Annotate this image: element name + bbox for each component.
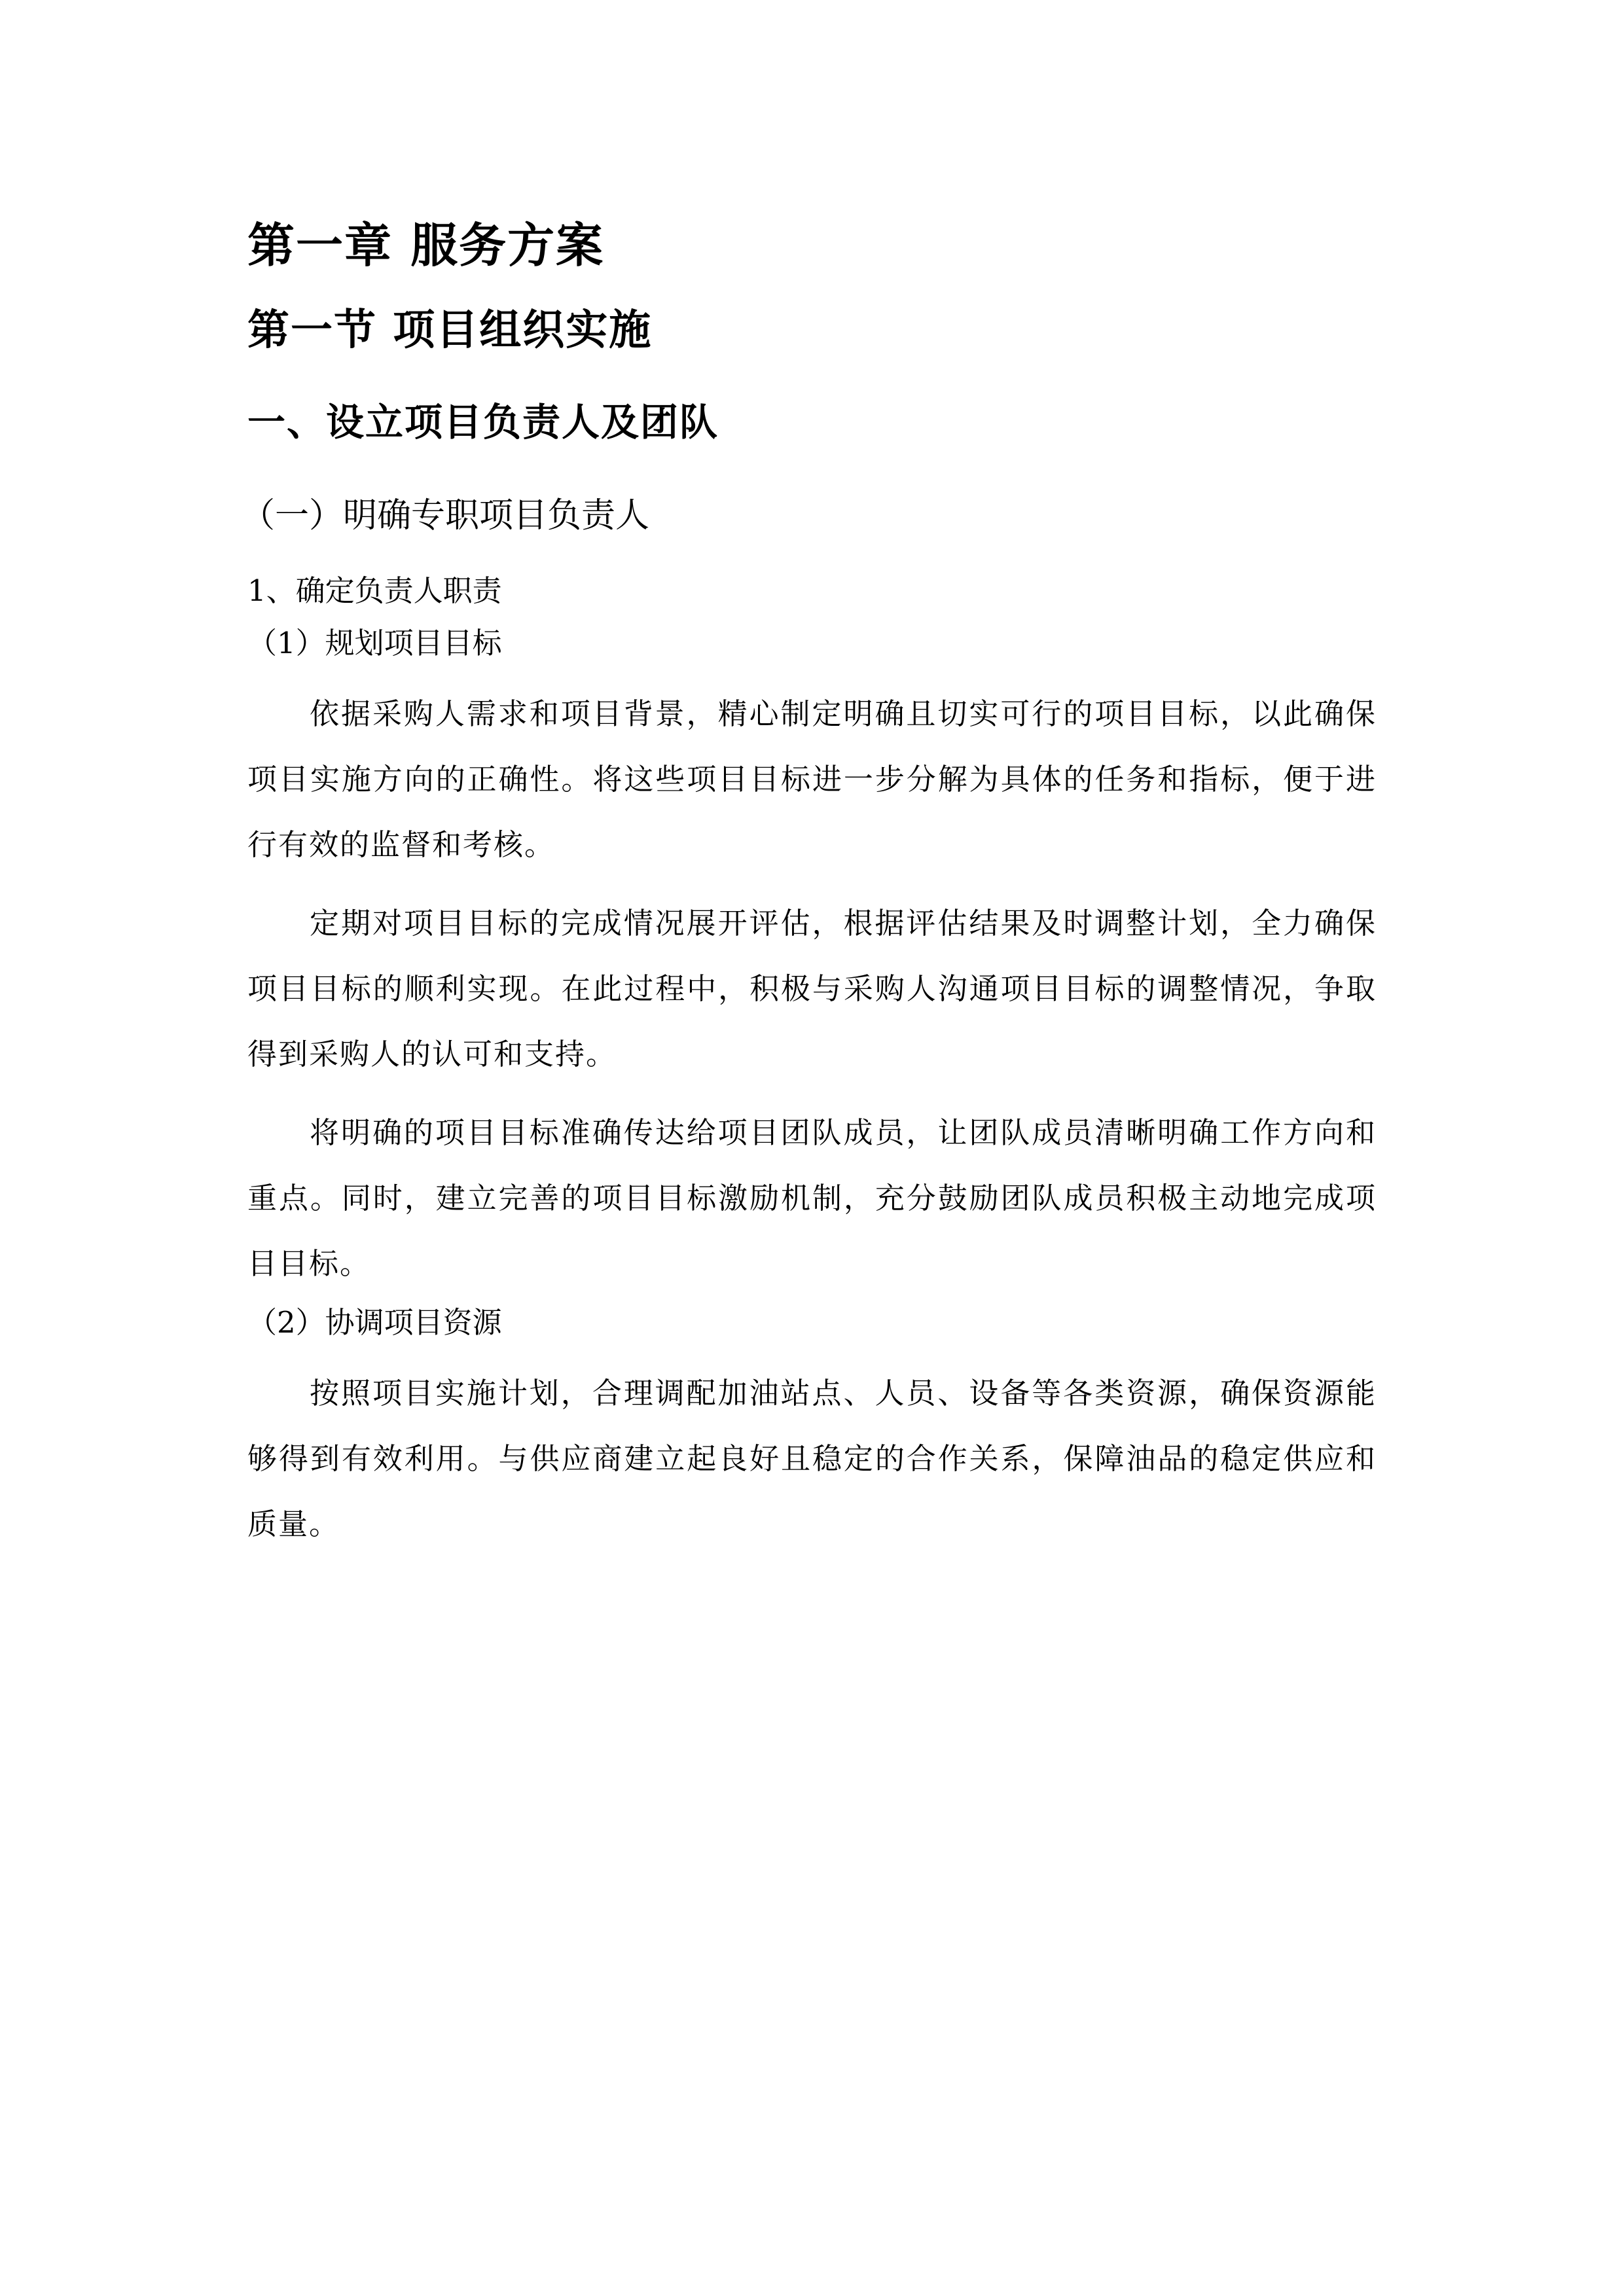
item2-heading: （2）协调项目资源 bbox=[247, 1305, 502, 1340]
level3-heading: （一）明确专职项目负责人 bbox=[241, 496, 650, 535]
paragraph: 定期对项目目标的完成情况展开评估，根据评估结果及时调整计划，全力确保项目目标的顺利实现。在此过程中，积极与采购人沟通项目目标的调整情况，争取得到采购人的认可和支持。 bbox=[247, 906, 1377, 1071]
document-body bbox=[241, 209, 1377, 1557]
item1-heading: （1）规划项目目标 bbox=[247, 626, 502, 660]
section-title: 第一节 项目组织实施 bbox=[247, 306, 653, 355]
paragraph: 依据采购人需求和项目背景，精心制定明确且切实可行的项目目标，以此确保项目实施方向的正确性。将这些项目目标进一步分解为具体的任务和指标，便于进行有效的监督和考核。 bbox=[247, 696, 1377, 862]
chapter-title: 第一章 服务方案 bbox=[247, 217, 605, 273]
subsection-title: 一、设立项目负责人及团队 bbox=[247, 400, 719, 444]
paragraph: 将明确的项目目标准确传达给项目团队成员，让团队成员清晰明确工作方向和重点。同时，建立完善的项目目标激励机制，充分鼓励团队成员积极主动地完成项目目标。 bbox=[247, 1115, 1377, 1281]
paragraph: 按照项目实施计划，合理调配加油站点、人员、设备等各类资源，确保资源能够得到有效利用。与供应商建立起良好且稳定的合作关系，保障油品的稳定供应和质量。 bbox=[247, 1376, 1377, 1541]
level4-heading: 1、确定负责人职责 bbox=[247, 573, 502, 608]
